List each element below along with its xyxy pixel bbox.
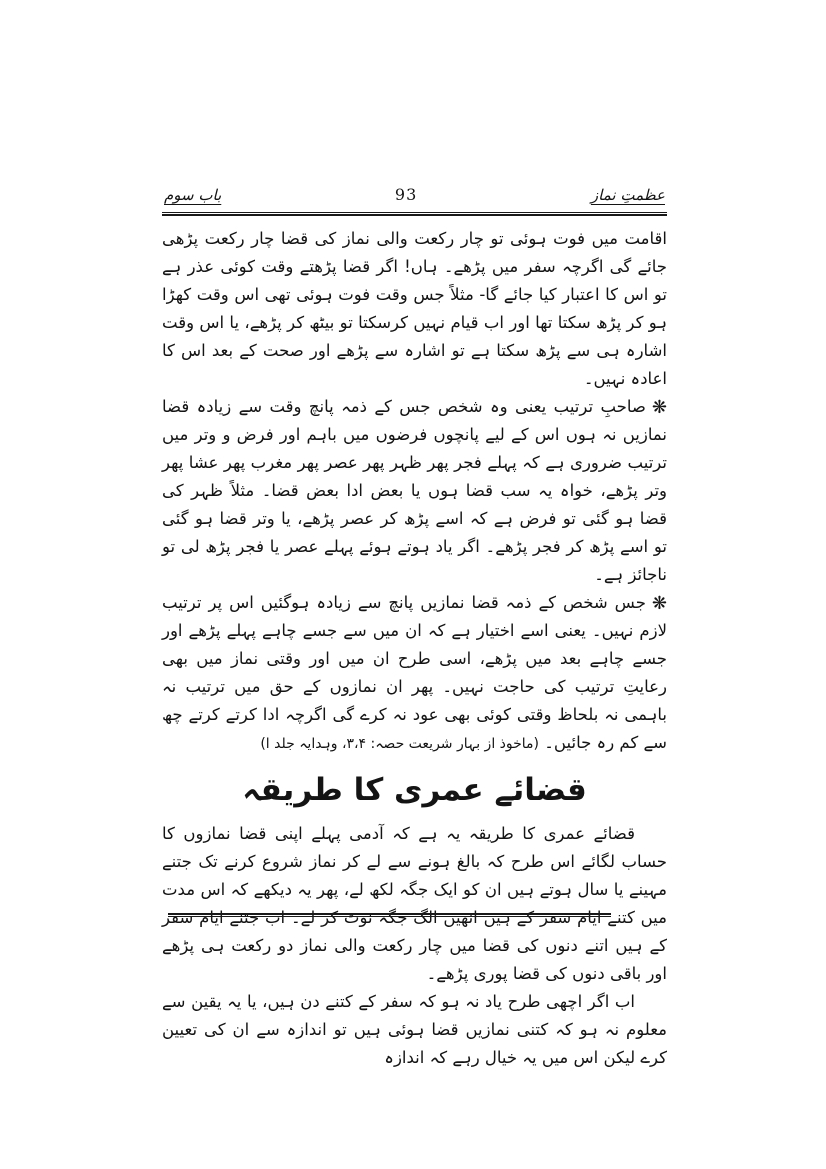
paragraph-estimation: اب اگر اچھی طرح یاد نہ ہو کہ سفر کے کتنے دن ہیں، یا یہ یقین سے معلوم نہ ہو کہ کتنی نمازیں قضا ہوئی ہیں تو اندازہ سے ان کی تعیین کرے لیکن اس میں یہ خیال رہے کہ اندازہ <box>162 992 667 1067</box>
header-page-number: 93 <box>394 185 418 204</box>
header-chapter-title: باب سوم <box>164 186 222 204</box>
page-header <box>162 184 667 206</box>
section-heading: قضائے عمری کا طریقہ <box>242 772 587 808</box>
paragraph-text: صاحبِ ترتیب یعنی وہ شخص جس کے ذمہ پانچ وقت سے زیادہ قضا نمازیں نہ ہوں اس کے لیے پانچوں فرضوں میں باہم اور فرض و وتر میں ترتیب ضروری ہے کہ پہلے فجر پھر ظہر پھر عصر پھر مغرب پھر عشا پھر وتر پڑھے، خواہ یہ سب قضا ہوں یا بعض ادا بعض قضا۔ مثلاً ظہر کی قضا ہو گئی تو فرض ہے کہ اسے پڑھ کر عصر پڑھے، یا وتر قضا ہو گئی تو اسے پڑھ کر فجر پڑھے۔ اگر یاد ہوتے ہوئے پہلے عصر یا فجر پڑھ لی تو ناجائز ہے۔ <box>162 397 667 584</box>
header-double-rule <box>162 212 667 216</box>
header-book-title: عظمتِ نماز <box>590 186 665 204</box>
paragraph-qaza-umri-method: قضائے عمری کا طریقہ یہ ہے کہ آدمی پہلے اپنی قضا نمازوں کا حساب لگائے اس طرح کہ بالغ ہونے سے لے کر نماز شروع کرنے تک جتنے مہینے یا سال ہوتے ہیں ان کو ایک جگہ لکھ لے، پھر یہ دیکھے کہ اس مدت میں کتنے ایام سفر کے ہیں انھیں الگ جگہ نوٹ کر لے۔ اب جتنے ایام سفر کے ہیں اتنے دنوں کی قضا میں چار رکعت والی نماز دو رکعت ہی پڑھے اور باقی دنوں کی قضا پوری پڑھے۔ <box>162 824 667 983</box>
paragraph-iqamat-qaza: اقامت میں فوت ہوئی تو چار رکعت والی نماز کی قضا چار رکعت پڑھی جائے گی اگرچہ سفر میں پڑھے۔ ہاں! اگر قضا پڑھتے وقت کوئی عذر ہے تو اس کا اعتبار کیا جائے گا- مثلاً جس وقت فوت ہوئی تھی اس وقت کھڑا ہو کر پڑھ سکتا تھا اور اب قیام نہیں کرسکتا تو بیٹھ کر پڑھے، یا اس وقت اشارہ ہی سے پڑھ سکتا ہے تو اشارہ سے پڑھے اور صحت کے بعد اس کا اعادہ نہیں۔ <box>162 229 667 388</box>
footer-double-rule <box>168 913 611 917</box>
source-reference: (ماخوذ از بہار شریعت حصہ: ۳،۴، وہدایہ جلد ا) <box>260 736 540 752</box>
paragraph-tartib-not-required <box>162 589 667 758</box>
star-bullet-icon: ❋ <box>651 397 667 418</box>
star-bullet-icon: ❋ <box>651 593 667 614</box>
text-column <box>162 184 667 1072</box>
paragraph-text: جس شخص کے ذمہ قضا نمازیں پانچ سے زیادہ ہوگئیں اس پر ترتیب لازم نہیں۔ یعنی اسے اختیار ہے کہ ان میں سے جسے چاہے پہلے پڑھے اور جسے چاہے بعد میں پڑھے، اسی طرح ان میں اور وقتی نماز میں بھی رعایتِ ترتیب کی حاجت نہیں۔ پھر ان نمازوں کے حق میں ترتیب نہ باہمی نہ بلحاظ وقتی کوئی بھی عود نہ کرے گی اگرچہ ادا کرتے کرتے چھ سے کم رہ جائیں۔ <box>162 593 667 752</box>
page-body <box>162 225 667 1072</box>
paragraph-sahib-tartib <box>162 393 667 589</box>
